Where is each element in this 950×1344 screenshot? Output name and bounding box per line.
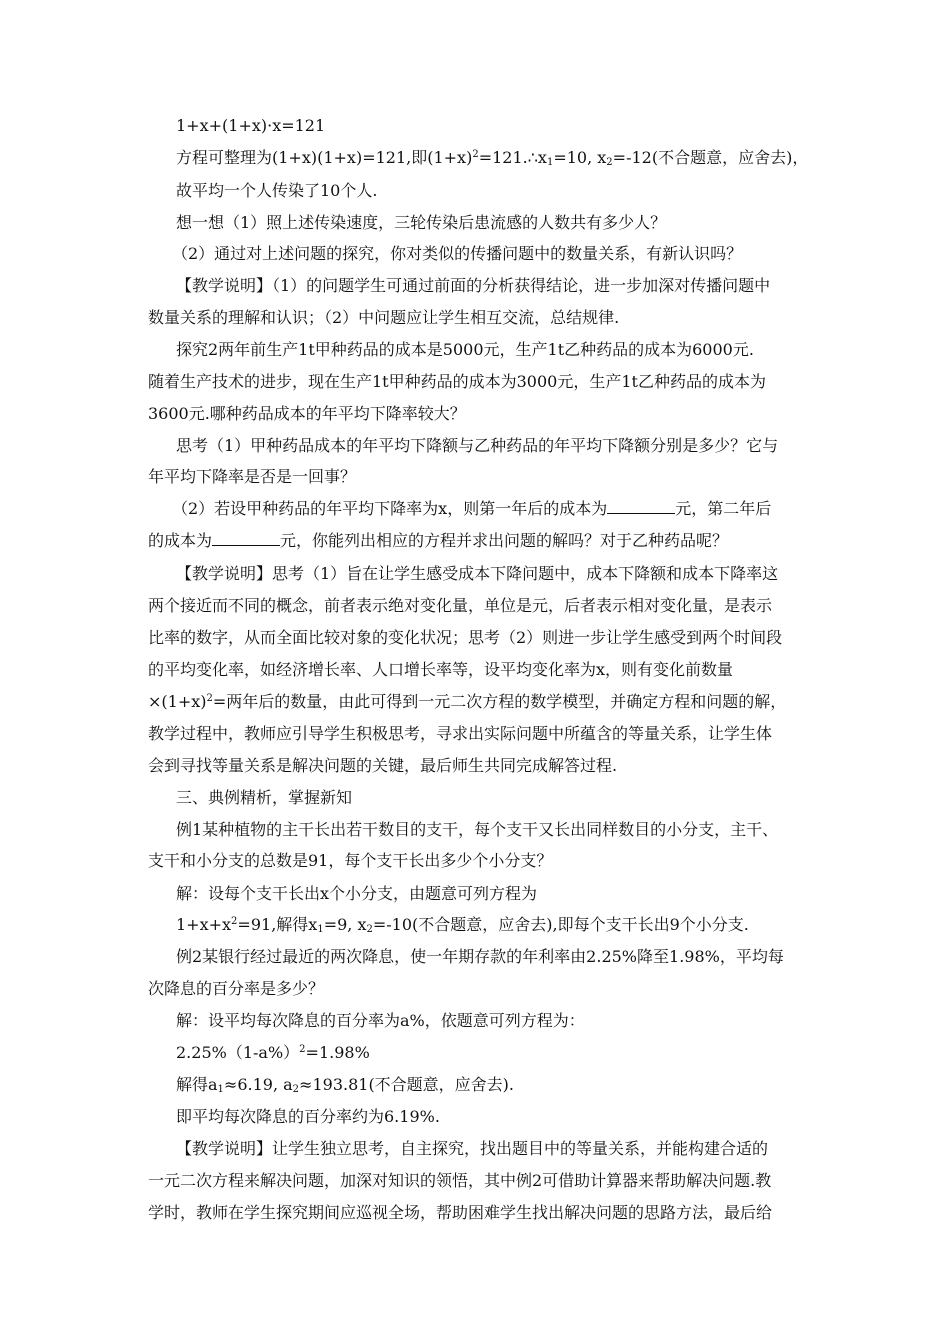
text-line [148, 724, 772, 744]
text-segment: 【教学说明】（1）的问题学生可通过前面的分析获得结论，进一步加深对传播问题中 [176, 276, 771, 295]
text-segment: 【教学说明】让学生独立思考，自主探究，找出题目中的等量关系，并能构建合适的 [176, 1139, 769, 1158]
text-line [176, 340, 754, 360]
text-segment: 次降息的百分率是多少？ [148, 979, 325, 998]
text-segment: 随着生产技术的进步，现在生产1t甲种药品的成本为3000元，生产1t乙种药品的成本为 [148, 372, 766, 391]
superscript: 2 [299, 1044, 306, 1055]
text-segment: 方程可整理为(1+x)(1+x)=121,即(1+x) [176, 148, 473, 167]
text-segment: 1+x+x [176, 915, 232, 934]
text-line [148, 308, 619, 328]
text-line [176, 884, 537, 904]
fill-blank [212, 531, 280, 546]
text-segment: 探究2两年前生产1t甲种药品的成本是5000元，生产1t乙种药品的成本为6000元. [176, 340, 754, 359]
text-line [148, 531, 728, 551]
text-segment: 思考（1）甲种药品成本的年平均下降额与乙种药品的年平均下降额分别是多少？它与 [176, 436, 779, 455]
text-line [176, 148, 808, 168]
superscript: 2 [231, 916, 238, 927]
text-segment: 例2某银行经过最近的两次降息，使一年期存款的年利率由2.25%降至1.98%，平均每 [176, 947, 784, 966]
text-line [148, 756, 617, 776]
text-line [176, 1107, 440, 1127]
text-segment: 解：设每个支干长出x个小分支，由题意可列方程为 [176, 884, 538, 903]
text-segment: =121.∴x [478, 148, 547, 167]
text-line [148, 1203, 772, 1223]
text-segment: 元，你能列出相应的方程并求出问题的解吗？对于乙种药品呢？ [280, 531, 729, 550]
text-segment: 比率的数字，从而全面比较对象的变化状况；思考（2）则进一步让学生感受到两个时间段 [148, 628, 783, 647]
text-segment: =-12(不合题意，应舍去)， [612, 148, 809, 167]
text-line [148, 692, 786, 712]
text-line [176, 1075, 514, 1095]
text-segment: ≈6.19, a [223, 1075, 293, 1094]
text-line [176, 1011, 585, 1031]
text-line [148, 372, 766, 392]
text-segment: ×(1+x) [148, 692, 207, 711]
text-line [172, 244, 742, 264]
text-segment: （2）若设甲种药品的年平均下降率为x，则第一年后的成本为 [172, 499, 608, 518]
text-line [176, 276, 770, 296]
equation-text: 1+x+(1+x)·x=121 [176, 116, 326, 135]
text-line [176, 564, 778, 584]
superscript: 2 [206, 693, 213, 704]
text-segment: 元，第二年后 [675, 499, 772, 518]
text-segment: 的平均变化率，如经济增长率、人口增长率等，设平均变化率为x，则有变化前数量 [148, 660, 734, 679]
text-line [148, 979, 324, 999]
text-segment: 即平均每次降息的百分率约为6.19%. [176, 1107, 440, 1126]
text-line [176, 915, 749, 935]
superscript: 2 [472, 149, 479, 160]
text-segment: 支干和小分支的总数是91，每个支干长出多少个小分支？ [148, 851, 553, 870]
section-heading [176, 788, 352, 808]
text-segment: 2.25%（1-a%） [176, 1043, 300, 1062]
text-segment: ≈193.81(不合题意，应舍去). [299, 1075, 515, 1094]
subscript: 2 [606, 157, 613, 168]
text-segment: =两年后的数量，由此可得到一元二次方程的数学模型，并确定方程和问题的解， [212, 692, 787, 711]
subscript: 2 [292, 1084, 300, 1095]
text-line [148, 851, 552, 871]
text-segment: =9, x [323, 915, 367, 934]
text-segment: 想一想（1）照上述传染速度，三轮传染后患流感的人数共有多少人？ [176, 213, 667, 232]
text-line [148, 628, 782, 648]
text-segment: 教学过程中，教师应引导学生积极思考，寻求出实际问题中所蕴含的等量关系，让学生体 [148, 724, 773, 743]
equation-line [176, 1043, 370, 1063]
text-line [176, 181, 377, 201]
fill-blank [607, 499, 675, 514]
text-segment: 解得a [176, 1075, 218, 1094]
text-segment: 两个接近而不同的概念，前者表示绝对变化量，单位是元，后者表示相对变化量，是表示 [148, 596, 773, 615]
subscript: 1 [317, 924, 324, 935]
text-segment: 故平均一个人传染了10个人. [176, 181, 378, 200]
text-line [148, 467, 356, 487]
subscript: 2 [366, 924, 373, 935]
text-line [176, 1139, 768, 1159]
text-line [176, 436, 778, 456]
text-segment: =10, x [553, 148, 607, 167]
text-segment: 【教学说明】思考（1）旨在让学生感受成本下降问题中，成本下降额和成本下降率这 [176, 564, 779, 583]
text-line [176, 820, 778, 840]
text-line [148, 660, 733, 680]
text-segment: 的成本为 [148, 531, 213, 550]
text-line [176, 947, 784, 967]
text-segment: （2）通过对上述问题的探究，你对类似的传播问题中的数量关系，有新认识吗？ [172, 244, 743, 263]
text-segment: =91,解得x [237, 915, 318, 934]
equation-line [176, 116, 325, 136]
text-line [148, 596, 772, 616]
text-segment: 3600元.哪种药品成本的年平均下降率较大？ [148, 404, 466, 423]
text-line [176, 213, 666, 233]
text-line [148, 404, 466, 424]
text-segment: 解：设平均每次降息的百分率为a%，依题意可列方程为： [176, 1011, 585, 1030]
text-segment: 年平均下降率是否是一回事？ [148, 467, 357, 486]
subscript: 1 [546, 157, 554, 168]
text-segment: 学时，教师在学生探究期间应巡视全场，帮助困难学生找出解决问题的思路方法，最后给 [148, 1203, 773, 1222]
subscript: 1 [217, 1084, 224, 1095]
text-segment: 三、典例精析，掌握新知 [176, 788, 353, 807]
text-line [148, 1171, 771, 1191]
text-segment: 数量关系的理解和认识；（2）中问题应让学生相互交流，总结规律. [148, 308, 620, 327]
text-line [172, 499, 771, 519]
text-segment: 例1某种植物的主干长出若干数目的支干，每个支干又长出同样数目的小分支，主干、 [176, 820, 779, 839]
text-segment: =-10(不合题意，应舍去),即每个支干长出9个小分支. [372, 915, 749, 934]
text-segment: 会到寻找等量关系是解决问题的关键，最后师生共同完成解答过程. [148, 756, 618, 775]
text-segment: 一元二次方程来解决问题，加深对知识的领悟，其中例2可借助计算器来帮助解决问题.教 [148, 1171, 772, 1190]
text-segment: =1.98% [305, 1043, 370, 1062]
